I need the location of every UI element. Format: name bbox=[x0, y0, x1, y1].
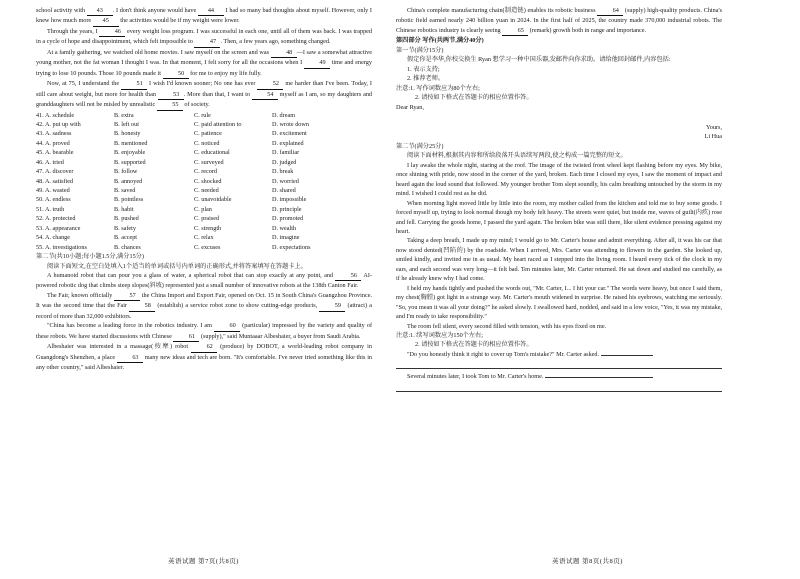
section1-prompt: 假定你是李华,你校交换生 Ryan 想学习一种中国乐器,发邮件向你求助。请给他回封邮件,内容包括: bbox=[407, 56, 671, 64]
section1-note-2: 2. 请按如下格式在答题卡的相应位置作答。 bbox=[415, 94, 533, 102]
passage-text: Albeshaier was interested in a massage(按摩) robot bbox=[47, 343, 192, 351]
grammar-passage bbox=[36, 271, 372, 373]
paragraph bbox=[36, 6, 372, 27]
option-choice: C. surveyed bbox=[194, 158, 224, 166]
paragraph bbox=[36, 321, 372, 342]
option-choice: B. follow bbox=[114, 168, 138, 176]
option-choice: C. relax bbox=[194, 234, 214, 242]
answer-blank[interactable]: 47 bbox=[194, 37, 220, 47]
option-choice: 50. A. endless bbox=[36, 196, 71, 204]
section1-title: 第一节(满分15分) bbox=[396, 46, 444, 54]
passage-text: The Fair, known officially bbox=[47, 291, 115, 299]
option-row bbox=[36, 243, 372, 252]
option-choice: 52. A. protected bbox=[36, 215, 76, 223]
answer-blank[interactable]: 44 bbox=[198, 6, 224, 16]
section2-title bbox=[36, 252, 372, 261]
option-choice: B. pointless bbox=[114, 196, 144, 204]
option-row bbox=[36, 111, 372, 120]
option-choice: 53. A. appearance bbox=[36, 224, 81, 232]
section2-instruction: 阅读下面材料,根据其内容和所给段落开头语续写两段,使之构成一篇完整的短文。 bbox=[407, 152, 627, 160]
option-choice: C. praised bbox=[194, 215, 220, 223]
option-choice: B. safety bbox=[114, 224, 136, 232]
option-choice: 46. A. tried bbox=[36, 158, 64, 166]
option-choice: 49. A. wasted bbox=[36, 187, 70, 195]
option-choice: C. shocked bbox=[194, 177, 222, 185]
continuation-prompt-1-text: "Do you honestly think it right to cover up Tom's mistake?" Mr. Carter asked. bbox=[407, 350, 600, 358]
option-choice: D. wrote down bbox=[272, 120, 309, 128]
option-choice: C. strength bbox=[194, 224, 222, 232]
option-choice: C. excuses bbox=[194, 243, 221, 251]
paragraph bbox=[36, 48, 372, 79]
option-choice: B. chances bbox=[114, 243, 141, 251]
option-choice: D. dream bbox=[272, 111, 296, 119]
passage-text: many new ideas and tech are born. "It's comfortable. I've never tried something like this in any other country," said Albeshaier. bbox=[36, 353, 373, 372]
option-row bbox=[36, 139, 372, 148]
option-row bbox=[36, 129, 372, 138]
option-choice: B. mentioned bbox=[114, 139, 148, 147]
passage-text: A humanoid robot that can pour you a glass of water, a spherical robot that can stop exactly at any point, and bbox=[47, 272, 336, 279]
writing-line bbox=[601, 355, 653, 356]
story-paragraph-3: Taking a deep breath, I made up my mind; I would go to Mr. Carter's house and admit everything. After all, it was his car that now stood dented(凹陷的) by the roadside. When I arrived, Mrs. Carter was attending to flowers in the garden. She looked up, smiled kindly, and invited me in as usual. My heart raced as I stepped into the living room. I heard every tick of the clock in my ears, and each second was very long—it felt bad. Ten minutes later, Mr. Carter returned. He sat down and studied me carefully, as if he already knew why I had come. bbox=[396, 237, 722, 283]
option-row bbox=[36, 120, 372, 129]
option-choice: C. patience bbox=[194, 130, 222, 138]
option-row bbox=[36, 148, 372, 157]
story-paragraph-1: I lay awake the whole night, staring at the roof. The image of the twisted front wheel kept flashing before my eyes. My bike, once shining with pride, now stood in the corner of the yard, broken. Each time I closed my eyes, I saw the moment of impact and heard again the loud sound that followed. My younger brother Tom slept soundly, his calm breathing untouched by the storm in my mind. I wished I could rest as he did. bbox=[396, 161, 722, 198]
option-choice: B. annoyed bbox=[114, 177, 143, 185]
option-choice: 45. A. bearable bbox=[36, 149, 74, 157]
option-choice: C. plan bbox=[194, 205, 212, 213]
answer-blank[interactable]: 50 bbox=[163, 69, 189, 79]
passage-text: school activity with bbox=[36, 7, 87, 14]
answer-blank[interactable]: 45 bbox=[93, 16, 119, 26]
passage-text: —I saw a somewhat attractive young mother, not the fat woman I thought I was. In that moment, I felt sorry for all the occasions when I bbox=[36, 48, 372, 67]
option-choice: 55. A. investigations bbox=[36, 243, 87, 251]
option-choice: B. supported bbox=[114, 158, 146, 166]
option-choice: C. unavoidable bbox=[194, 196, 232, 204]
passage-text: me harder than I've been. Today, I still care about weight, but more for health than bbox=[36, 80, 372, 98]
passage-text: for me to enjoy my life fully. bbox=[188, 69, 262, 77]
answer-blank[interactable]: 51 bbox=[121, 79, 147, 89]
passage-text: (supply)," said Muntaaar Albeshaier, a buyer from Saudi Arabia. bbox=[199, 332, 361, 340]
option-choice: 43. A. sadness bbox=[36, 130, 72, 138]
answer-blank[interactable]: 60 bbox=[214, 321, 240, 331]
paragraph bbox=[396, 6, 722, 36]
section1-point-2: 2. 推荐老师。 bbox=[407, 75, 445, 83]
passage-text: (particular) impressed by the variety and quality of these robots. We have started discussions with Chinese bbox=[36, 322, 372, 340]
option-choice: D. principle bbox=[272, 205, 302, 213]
option-choice: D. expectations bbox=[272, 243, 311, 251]
option-choice: 42. A. put up with bbox=[36, 120, 81, 128]
answer-blank[interactable]: 59 bbox=[319, 301, 345, 311]
option-choice: D. wealth bbox=[272, 224, 297, 232]
answer-blank[interactable]: 65 bbox=[502, 26, 528, 36]
option-row bbox=[36, 186, 372, 195]
page-7 bbox=[36, 6, 372, 373]
writing-line bbox=[545, 377, 653, 378]
answer-blank[interactable]: 62 bbox=[191, 342, 217, 352]
section2-title: 第二节(满分25分) bbox=[396, 142, 444, 150]
option-row bbox=[36, 177, 372, 186]
passage-text: Now, at 75, I understand the bbox=[47, 80, 122, 88]
paragraph bbox=[36, 27, 372, 48]
option-choice: 44. A. proved bbox=[36, 139, 70, 147]
option-choice: B. habit bbox=[114, 205, 134, 213]
option-choice: 51. A. truth bbox=[36, 205, 65, 213]
page-footer-7: 英语试题 第7页(共8页) bbox=[168, 558, 239, 565]
passage-text: . More than that, I want to bbox=[183, 90, 252, 98]
option-choice: B. enjoyable bbox=[114, 149, 146, 157]
section2-instruction: 阅读下面短文,在空白处填入1个适当的单词或括号内单词的正确形式,并将答案填写在答题卡上。 bbox=[47, 262, 307, 270]
option-choice: D. excitement bbox=[272, 130, 307, 138]
paragraph bbox=[36, 79, 372, 110]
passage-text: I wish I'd known sooner; No one has ever bbox=[147, 80, 258, 88]
part4-title: 第四部分 写作(共两节,满分40分) bbox=[396, 37, 484, 45]
passage-text: (supply) high-quality products. China's robotic field earned nearly 240 billion yuan in 2024. In the first half of 2025, the country made 370,000 industrial robots. The Chinese robotics industry is clearly seeing bbox=[396, 7, 722, 34]
section2-note-1: 注意:1. 续写词数应为150个左右; bbox=[396, 331, 483, 339]
section1-note-1: 注意:1. 写作词数应为80个左右; bbox=[396, 84, 480, 92]
option-row bbox=[36, 233, 372, 242]
section1-point-1: 1. 表示支持; bbox=[407, 65, 440, 73]
continuation-prompt-1 bbox=[396, 350, 722, 359]
letter-space bbox=[396, 112, 722, 123]
continuation-prompt-2-text: Several minutes later, I took Tom to Mr. Carter's home. bbox=[407, 373, 544, 381]
paragraph bbox=[36, 342, 372, 372]
writing-line bbox=[396, 382, 722, 392]
option-choice: D. break bbox=[272, 168, 294, 176]
passage-text: . Then, a few years ago, something changed. bbox=[220, 38, 331, 46]
option-choice: C. needed bbox=[194, 187, 219, 195]
passage-text: every weight loss program. I was successful in each one, until all of them was back. I was trapped in a cycle of hope and disappointment, which felt impossible to bbox=[36, 27, 372, 46]
answer-blank[interactable]: 57 bbox=[114, 291, 140, 301]
passage-text: of society. bbox=[182, 101, 210, 109]
option-row bbox=[36, 195, 372, 204]
story-paragraph-5: The room fell silent, every second filled with tension, with his eyes fixed on me. bbox=[407, 322, 607, 330]
letter-greeting: Dear Ryan, bbox=[396, 103, 424, 111]
option-choice: C. paid attention to bbox=[194, 120, 242, 128]
option-choice: B. extra bbox=[114, 111, 134, 119]
passage-text: the China Import and Export Fair, opened on Oct. 15 in South China's Guangzhou Province. It was the second time that the Fair bbox=[36, 291, 372, 310]
option-choice: C. noticed bbox=[194, 139, 220, 147]
option-row bbox=[36, 214, 372, 223]
passage-text: I had so many bad thoughts about myself. However, only I knew how much more bbox=[36, 7, 372, 25]
option-choice: D. promoted bbox=[272, 215, 304, 223]
answer-blank[interactable]: 53 bbox=[158, 90, 184, 100]
option-choice: B. accept bbox=[114, 234, 138, 242]
option-choice: C. educational bbox=[194, 149, 230, 157]
option-choice: 41. A. schedule bbox=[36, 111, 75, 119]
letter-signature: Li Hua bbox=[704, 133, 722, 141]
answer-blank[interactable]: 52 bbox=[257, 79, 283, 89]
option-choice: D. shared bbox=[272, 187, 296, 195]
passage-text: myself as I am, so my daughters and granddaughters will not be misled by unrealistic bbox=[36, 90, 373, 109]
option-row bbox=[36, 158, 372, 167]
option-choice: D. worried bbox=[272, 177, 299, 185]
answer-blank[interactable]: 54 bbox=[252, 90, 278, 100]
option-choice: C. rule bbox=[194, 111, 211, 119]
passage-text: (remark) growth both in range and importance. bbox=[528, 26, 647, 34]
answer-blank[interactable]: 49 bbox=[304, 58, 330, 68]
answer-blank[interactable]: 61 bbox=[173, 332, 199, 342]
passage-text: AI-powered robotic dog that climbs steep slopes(斜坡) represented just a small number of innovative robots at the 138th Canton Fair. bbox=[36, 272, 372, 290]
answer-blank[interactable]: 56 bbox=[335, 271, 361, 281]
option-choice: B. left out bbox=[114, 120, 139, 128]
option-choice: D. impossible bbox=[272, 196, 307, 204]
letter-closing: Yours, bbox=[705, 123, 722, 131]
answer-blank[interactable]: 64 bbox=[597, 6, 623, 16]
paragraph bbox=[36, 291, 372, 321]
answer-blank[interactable]: 46 bbox=[99, 27, 125, 37]
option-row bbox=[36, 167, 372, 176]
page-footer-8: 英语试题 第8页(共8页) bbox=[552, 558, 623, 565]
option-choice: D. imagine bbox=[272, 234, 300, 242]
option-choice: 48. A. satisfied bbox=[36, 177, 74, 185]
passage-text: . I don't think anyone would have bbox=[112, 7, 198, 14]
answer-blank[interactable]: 43 bbox=[87, 6, 113, 16]
writing-line bbox=[396, 359, 722, 369]
section2-title-text: 第二节(共10小题;每小题1.5分,满分15分) bbox=[36, 253, 144, 261]
passage-text: Through the years, I bbox=[47, 27, 100, 35]
option-choice: B. pushed bbox=[114, 215, 139, 223]
passage-text: the activities would be if my weight were lower. bbox=[118, 17, 240, 25]
section2-note-2: 2. 请按如下格式在答题卡的相应位置作答。 bbox=[415, 341, 533, 349]
story-paragraph-4: I held my hands tightly and pushed the words out, "Mr. Carter, I... I hit your car." The words were heavy, but once I said them, my chest(胸膛) got light in a strange way. Mr. Carter's mouth widened in surprise. He raised his eyebrows, watching me seriously. "So, you mean it was all your doing?" he asked slowly. I swallowed hard, nodded, and said in a low voice, "Yes, it was my mistake, and I'm ready to take responsibility." bbox=[396, 284, 722, 321]
option-choice: D. judged bbox=[272, 158, 297, 166]
passage-text: At a family gathering, we watched old home movies. I saw myself on the screen and was bbox=[47, 48, 271, 56]
answer-blank[interactable]: 55 bbox=[157, 100, 183, 110]
answer-blank[interactable]: 58 bbox=[129, 301, 155, 311]
answer-blank[interactable]: 48 bbox=[271, 48, 297, 58]
option-choice: C. record bbox=[194, 168, 218, 176]
passage-text: time and energy trying to lose 10 pounds. Those 10 pounds made it bbox=[36, 59, 372, 77]
option-row bbox=[36, 224, 372, 233]
cloze-passage bbox=[36, 6, 372, 111]
passage-text: "China has become a leading force in the robotics industry. I am bbox=[47, 322, 215, 330]
option-choice: 54. A. change bbox=[36, 234, 71, 242]
paragraph bbox=[36, 271, 372, 291]
passage-text: (establish) a service robot zone to show cutting-edge products, bbox=[155, 302, 320, 310]
passage-text: (attract) a record of more than 32,000 exhibitors. bbox=[36, 302, 372, 320]
option-choice: D. explained bbox=[272, 139, 304, 147]
passage-text: China's complete manufacturing chain(制造链) enables its robotic business bbox=[407, 7, 598, 14]
grammar-passage-end bbox=[396, 6, 722, 36]
continuation-prompt-2 bbox=[396, 372, 722, 381]
option-row bbox=[36, 205, 372, 214]
option-choice: 47. A. discover bbox=[36, 168, 74, 176]
page-8 bbox=[396, 6, 722, 392]
option-choice: D. familiar bbox=[272, 149, 300, 157]
passage-text: (produce) by DOBOT, a world-leading robot company in Guangdong's Shenzhen, a place bbox=[36, 343, 372, 361]
option-choice: B. honesty bbox=[114, 130, 141, 138]
story-paragraph-2: When morning light moved little by little into the room, my mother called from the kitchen and told me to buy some goods. I forced myself up, trying to look normal though my body felt heavy. The streets were quiet, but inside me, waves of guilt(内疚) rose and fell. Carrying the goods home, I passed the yard again. The broken bike was still there, like silent evidence pressing against my heart. bbox=[396, 199, 722, 235]
answer-blank[interactable]: 63 bbox=[117, 353, 143, 363]
option-choice: B. saved bbox=[114, 187, 136, 195]
cloze-options bbox=[36, 111, 372, 253]
